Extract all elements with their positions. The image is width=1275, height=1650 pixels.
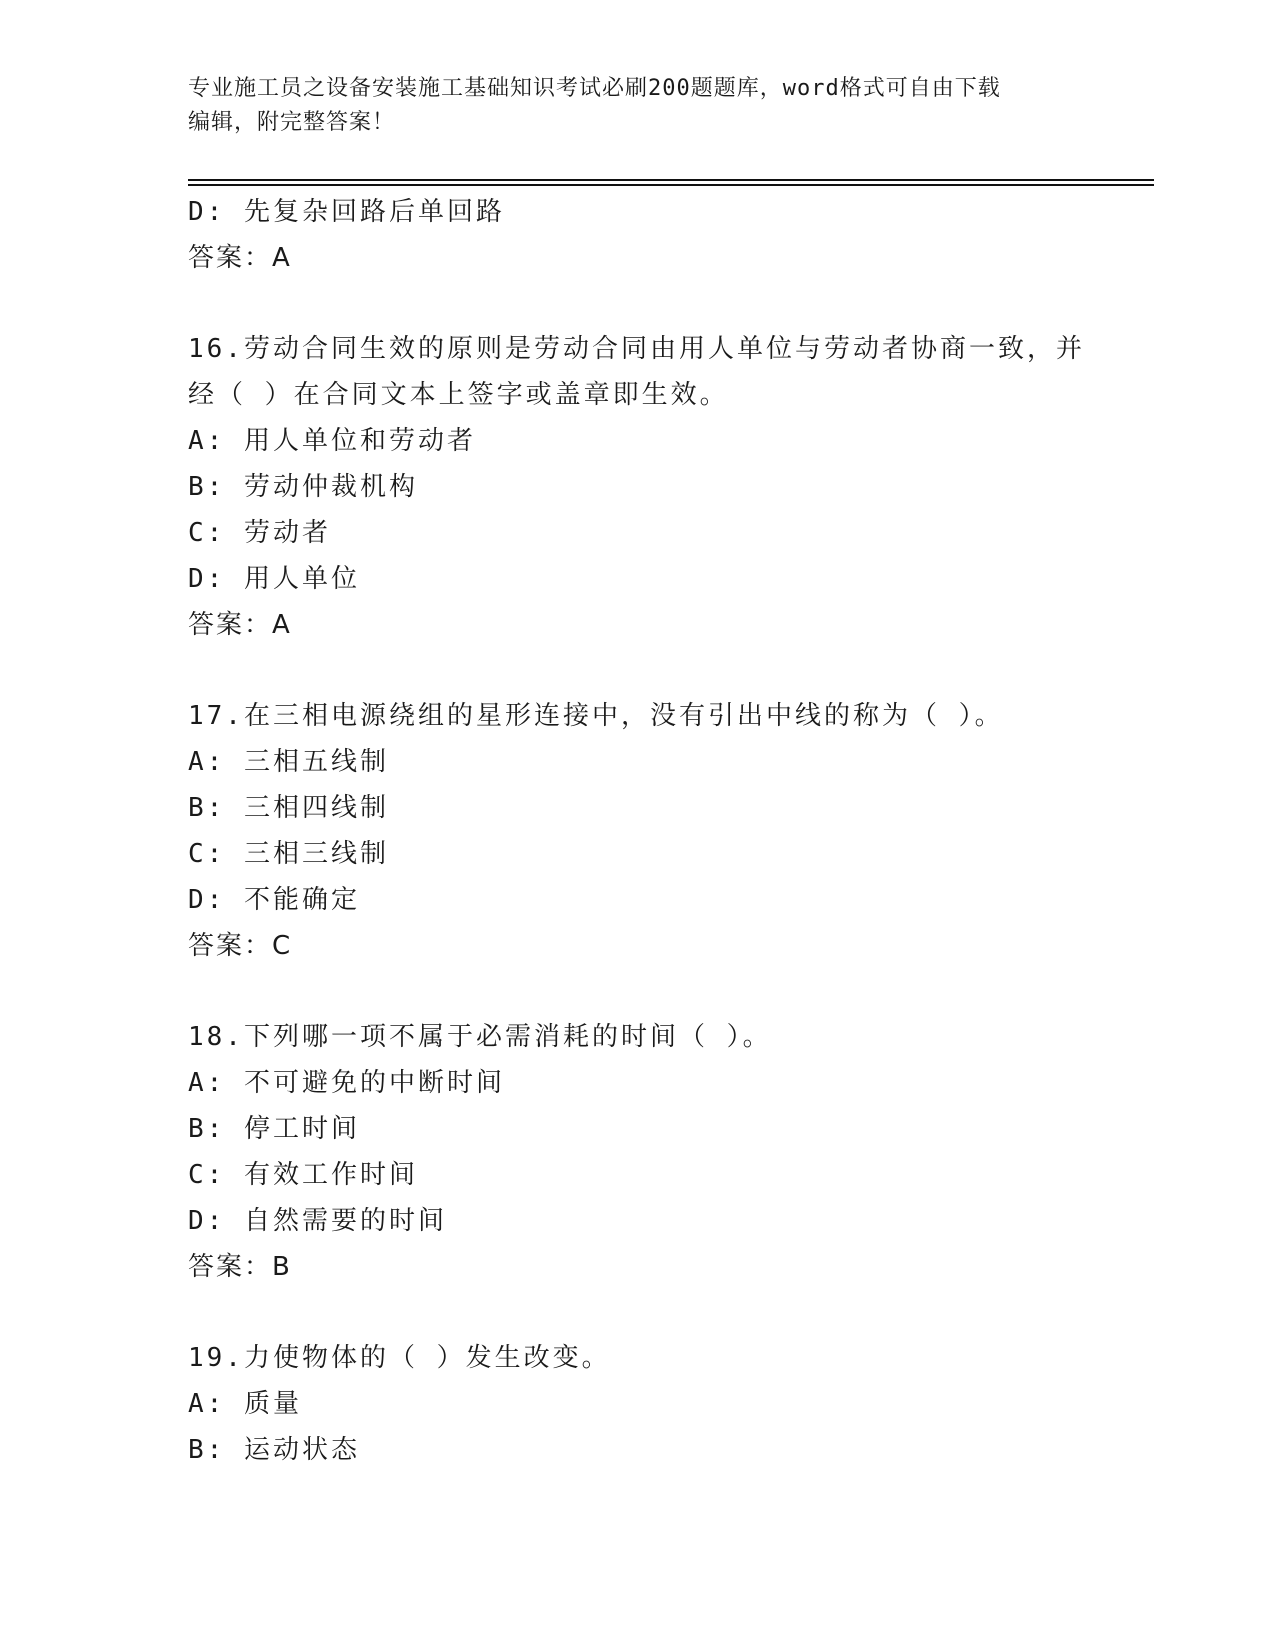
question-19 bbox=[188, 1335, 1088, 1473]
option-b: B: 运动状态 bbox=[188, 1435, 360, 1465]
question-text-line-1: 19.力使物体的（ ）发生改变。 bbox=[188, 1343, 611, 1373]
option-a: A: 质量 bbox=[188, 1389, 302, 1419]
option-d: D: 不能确定 bbox=[188, 885, 360, 915]
header-title-line-1: 专业施工员之设备安装施工基础知识考试必刷200题题库，word格式可自由下载 bbox=[188, 76, 1001, 101]
question-text-line-1: 16.劳动合同生效的原则是劳动合同由用人单位与劳动者协商一致，并 bbox=[188, 334, 1085, 364]
option-b: B: 三相四线制 bbox=[188, 793, 389, 823]
option-a: A: 不可避免的中断时间 bbox=[188, 1068, 505, 1098]
question-text-line-1: 17.在三相电源绕组的星形连接中，没有引出中线的称为（ ）。 bbox=[188, 701, 1004, 731]
header-rule-bottom bbox=[188, 184, 1154, 186]
header-title-line-2: 编辑，附完整答案！ bbox=[188, 110, 396, 135]
question-text-line-1: 18.下列哪一项不属于必需消耗的时间（ ）。 bbox=[188, 1022, 772, 1052]
option-b: B: 劳动仲裁机构 bbox=[188, 472, 418, 502]
document-header bbox=[188, 72, 1088, 140]
answer: 答案：C bbox=[188, 931, 293, 961]
answer: 答案：B bbox=[188, 1252, 292, 1282]
option-c: C: 劳动者 bbox=[188, 518, 331, 548]
question-17 bbox=[188, 693, 1088, 969]
spacer bbox=[188, 648, 1088, 693]
option-c: C: 三相三线制 bbox=[188, 839, 389, 869]
answer: 答案：A bbox=[188, 243, 292, 273]
option-d: D: 先复杂回路后单回路 bbox=[188, 197, 505, 227]
spacer bbox=[188, 1290, 1088, 1335]
header-rule-top bbox=[188, 179, 1154, 181]
spacer bbox=[188, 969, 1088, 1014]
question-list bbox=[188, 189, 1088, 1473]
question-15-tail bbox=[188, 189, 1088, 281]
option-a: A: 三相五线制 bbox=[188, 747, 389, 777]
spacer bbox=[188, 281, 1088, 326]
question-16 bbox=[188, 326, 1088, 648]
answer: 答案：A bbox=[188, 610, 292, 640]
option-c: C: 有效工作时间 bbox=[188, 1160, 418, 1190]
option-b: B: 停工时间 bbox=[188, 1114, 360, 1144]
option-d: D: 自然需要的时间 bbox=[188, 1206, 447, 1236]
option-a: A: 用人单位和劳动者 bbox=[188, 426, 476, 456]
option-d: D: 用人单位 bbox=[188, 564, 360, 594]
question-text-line-2: 经（ ）在合同文本上签字或盖章即生效。 bbox=[188, 380, 729, 410]
question-18 bbox=[188, 1014, 1088, 1290]
